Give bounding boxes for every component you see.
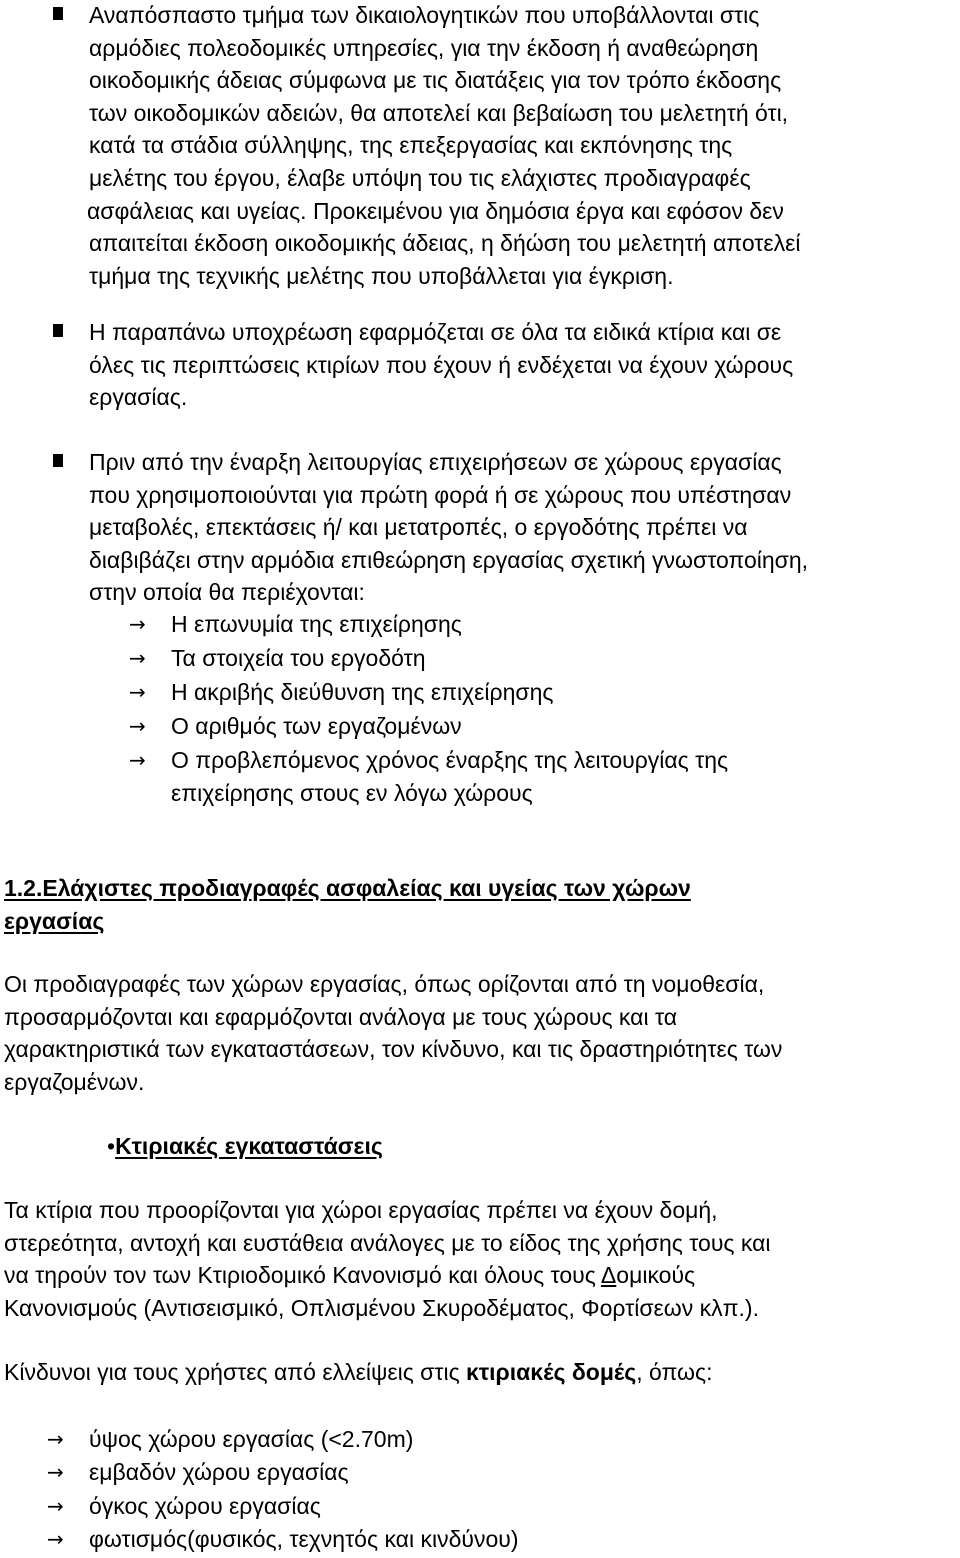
list-item xyxy=(89,316,954,414)
section-heading xyxy=(4,872,944,937)
list-item xyxy=(89,446,954,609)
list-item-text: εμβαδόν χώρου εργασίας xyxy=(89,1459,349,1485)
paragraph-line: Τα κτίρια που προορίζονται για χώροι εργασίας πρέπει να έχουν δομή, xyxy=(4,1197,718,1223)
square-bullet-icon xyxy=(53,324,63,337)
paragraph-line: Πριν από την έναρξη λειτουργίας επιχειρήσεων σε χώρους εργασίας xyxy=(89,449,782,475)
arrow-right-icon: → xyxy=(129,680,146,704)
list-item xyxy=(129,710,462,743)
risks-intro-line xyxy=(4,1356,954,1389)
paragraph-line: Αναπόσπαστο τμήμα των δικαιολογητικών που υποβάλλονται στις xyxy=(89,2,760,28)
section-intro-paragraph xyxy=(4,968,954,1098)
list-item-text: επιχείρησης στους εν λόγω χώρους xyxy=(171,779,533,806)
list-item xyxy=(47,1423,414,1456)
paragraph-line: Οι προδιαγραφές των χώρων εργασίας, όπως ορίζονται από τη νομοθεσία, xyxy=(4,971,765,997)
paragraph-line: προσαρμόζονται και εφαρμόζονται ανάλογα με τους χώρους και τα xyxy=(4,1003,678,1030)
bullet-dot-icon: • xyxy=(107,1133,116,1159)
paragraph-line: αρμόδιες πολεοδομικές υπηρεσίες, για την έκδοση ή αναθεώρηση xyxy=(89,34,759,61)
list-item xyxy=(47,1490,321,1523)
paragraph-line: εργασίας. xyxy=(89,384,188,411)
list-item xyxy=(47,1456,349,1489)
paragraph-line: Η παραπάνω υποχρέωση εφαρμόζεται σε όλα τα ειδικά κτίρια και σε xyxy=(89,319,782,345)
risks-prefix: Κίνδυνοι για τους χρήστες από ελλείψεις στις xyxy=(4,1359,467,1385)
heading-line: 1.2.Ελάχιστες προδιαγραφές ασφαλείας και υγείας των χώρων xyxy=(4,875,691,901)
paragraph-line: οικοδομικής άδειας σύμφωνα με τις διατάξεις για τον τρόπο έκδοσης xyxy=(89,67,782,94)
buildings-paragraph xyxy=(4,1194,954,1324)
arrow-right-icon: → xyxy=(47,1460,64,1484)
list-item xyxy=(129,744,729,809)
paragraph-line: στερεότητα, αντοχή και ευστάθεια ανάλογες με το είδος της χρήσης τους και xyxy=(4,1229,771,1256)
paragraph-line: Κανονισμούς (Αντισεισμικό, Οπλισμένου Σκυροδέματος, Φορτίσεων κλπ.). xyxy=(4,1294,759,1321)
list-item-text: όγκος χώρου εργασίας xyxy=(89,1493,321,1519)
list-item xyxy=(129,608,462,641)
risks-bold-term: κτιριακές δομές xyxy=(466,1359,637,1385)
paragraph-line-text: να τηρούν τον των Κτιριοδομικό Κανονισμό και όλους τους xyxy=(4,1262,601,1289)
arrow-right-icon: → xyxy=(47,1427,64,1451)
arrow-right-icon: → xyxy=(129,714,146,738)
list-item-text: Η ακριβής διεύθυνση της επιχείρησης xyxy=(171,679,554,705)
arrow-right-icon: → xyxy=(47,1527,64,1551)
paragraph-line: εργαζομένων. xyxy=(4,1068,145,1095)
list-item-text: Η επωνυμία της επιχείρησης xyxy=(171,611,462,637)
paragraph-line: όλες τις περιπτώσεις κτιρίων που έχουν ή ενδέχεται να έχουν χώρους xyxy=(89,351,794,378)
paragraph-line: διαβιβάζει στην αρμόδια επιθεώρηση εργασίας σχετική γνωστοποίηση, xyxy=(89,546,809,573)
risks-suffix: , όπως: xyxy=(636,1359,713,1385)
list-item-text: Τα στοιχεία του εργοδότη xyxy=(171,645,426,671)
list-item-text: Ο αριθμός των εργαζομένων xyxy=(171,713,462,739)
list-item xyxy=(89,0,954,292)
arrow-right-icon: → xyxy=(47,1494,64,1518)
paragraph-line xyxy=(4,1259,954,1292)
paragraph-line xyxy=(4,1356,954,1389)
paragraph-line: χαρακτηριστικά των εγκαταστάσεων, τον κίνδυνο, και τις δραστηριότητες των xyxy=(4,1036,783,1063)
arrow-right-icon: → xyxy=(129,748,146,772)
list-item-text: Ο προβλεπόμενος χρόνος έναρξης της λειτουργίας της xyxy=(171,747,729,773)
list-item xyxy=(129,642,426,675)
paragraph-line: των οικοδομικών αδειών, θα αποτελεί και βεβαίωση του μελετητή ότι, xyxy=(89,99,789,126)
heading-line: εργασίας xyxy=(4,907,105,934)
list-item xyxy=(129,676,554,709)
paragraph-line: μελέτης του έργου, έλαβε υπόψη του τις ελάχιστες προδιαγραφές xyxy=(89,164,751,191)
paragraph-line: κατά τα στάδια σύλληψης, της επεξεργασίας και εκπόνησης της xyxy=(89,132,733,159)
square-bullet-icon xyxy=(53,7,63,20)
arrow-right-icon: → xyxy=(129,646,146,670)
paragraph-line: που χρησιμοποιούνται για πρώτη φορά ή σε χώρους που υπέστησαν xyxy=(89,481,792,508)
list-item-text: φωτισμός(φυσικός, τεχνητός και κινδύνου) xyxy=(89,1526,519,1552)
subsection-title: Κτιριακές εγκαταστάσεις xyxy=(115,1133,383,1159)
list-item-text: ύψος χώρου εργασίας (<2.70m) xyxy=(89,1426,414,1452)
paragraph-line: μεταβολές, επεκτάσεις ή/ και μετατροπές, ο εργοδότης πρέπει να xyxy=(89,514,748,541)
subsection-heading xyxy=(107,1130,383,1163)
underlined-letter: Δ xyxy=(600,1262,617,1289)
paragraph-line: ασφάλειας και υγείας. Προκειμένου για δημόσια έργα και εφόσον δεν xyxy=(87,197,784,224)
arrow-right-icon: → xyxy=(129,612,146,636)
list-item xyxy=(47,1523,519,1556)
paragraph-line: τμήμα της τεχνικής μελέτης που υποβάλλεται για έγκριση. xyxy=(89,262,674,289)
paragraph-line: στην οποία θα περιέχονται: xyxy=(89,579,365,606)
paragraph-line-text: ομικούς xyxy=(616,1262,696,1289)
paragraph-line: απαιτείται έκδοση οικοδομικής άδειας, η δήώση του μελετητή αποτελεί xyxy=(89,230,801,257)
square-bullet-icon xyxy=(53,454,63,467)
